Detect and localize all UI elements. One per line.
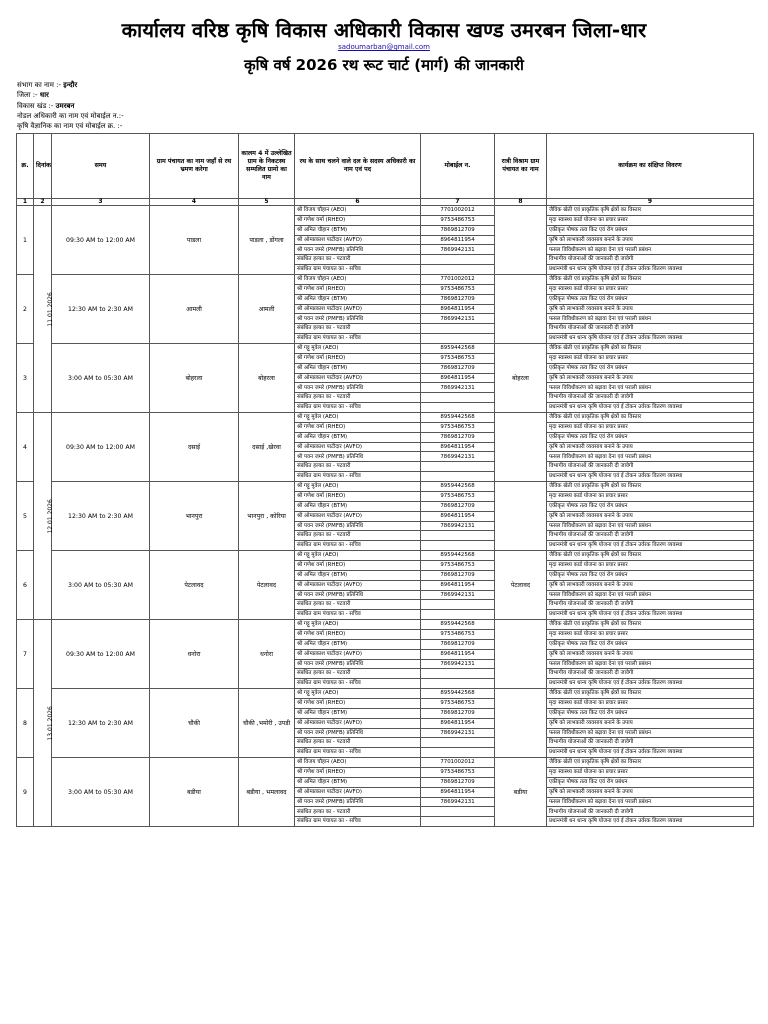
date-cell bbox=[34, 413, 52, 620]
table-row bbox=[17, 275, 754, 285]
officer-cell: श्री अमित चौहान (BTM) bbox=[295, 432, 421, 442]
column-number: 2 bbox=[34, 199, 52, 206]
mobile-cell: 7701002012 bbox=[421, 206, 495, 216]
info-line-nodal-officer: नोडल अधिकारी का नाम एवं मोबाईल न.:- bbox=[17, 111, 124, 120]
programme-cell: प्रधानमंत्री धन धान्य कृषि योजना एवं ई टोकन उर्वरक वितरण व्यवस्था bbox=[547, 334, 754, 344]
night-stay-cell bbox=[495, 275, 547, 344]
programme-cell: मृदा स्वास्थ्य कार्ड योजना का प्रचार प्रसार bbox=[547, 698, 754, 708]
programme-cell: प्रधानमंत्री धन धान्य कृषि योजना एवं ई टोकन उर्वरक वितरण व्यवस्था bbox=[547, 817, 754, 827]
programme-cell: फसल विविधीकरण को बढ़ावा देना एवं पराली प्रबंधन bbox=[547, 452, 754, 462]
officer-cell: श्री ओमप्रकाश पाटीदार (AVFO) bbox=[295, 442, 421, 452]
programme-cell: जैविक खेती एवं प्राकृतिक कृषि क्षेत्रों का विस्तार bbox=[547, 413, 754, 423]
officer-cell: श्री गणेश वर्मा (RHEO) bbox=[295, 284, 421, 294]
programme-cell: मृदा स्वास्थ्य कार्ड योजना का प्रचार प्रसार bbox=[547, 560, 754, 570]
time-cell: 09:30 AM to 12:00 AM bbox=[52, 413, 150, 482]
mobile-cell: 8959442568 bbox=[421, 413, 495, 423]
officer-cell: श्री गणेश वर्मा (RHEO) bbox=[295, 353, 421, 363]
mobile-cell: 8964811954 bbox=[421, 373, 495, 383]
programme-cell: फसल विविधीकरण को बढ़ावा देना एवं पराली प्रबंधन bbox=[547, 728, 754, 738]
officer-cell: श्री गणेश वर्मा (RHEO) bbox=[295, 698, 421, 708]
nearby-villages-cell: चौकी ,भमोरी , उपडी bbox=[239, 689, 295, 758]
time-cell: 09:30 AM to 12:00 AM bbox=[52, 620, 150, 689]
officer-cell: संबंधित ग्राम पंचायत का - सचिव bbox=[295, 748, 421, 758]
table-row bbox=[17, 620, 754, 630]
mobile-cell bbox=[421, 807, 495, 817]
mobile-cell: 8964811954 bbox=[421, 235, 495, 245]
mobile-cell bbox=[421, 679, 495, 689]
officer-cell: श्री गट्टू मुवेल (AEO) bbox=[295, 344, 421, 354]
time-cell: 3:00 AM to 05:30 AM bbox=[52, 551, 150, 620]
table-header-row bbox=[17, 134, 754, 199]
officer-cell: श्री गणेश वर्मा (RHEO) bbox=[295, 491, 421, 501]
night-stay-cell bbox=[495, 413, 547, 482]
officer-cell: श्री गणेश वर्मा (RHEO) bbox=[295, 215, 421, 225]
date-label: 11.01.2026 bbox=[46, 291, 54, 327]
time-cell: 12:30 AM to 2:30 AM bbox=[52, 275, 150, 344]
officer-cell: श्री गट्टू मुवेल (AEO) bbox=[295, 689, 421, 699]
programme-cell: प्रधानमंत्री धन धान्य कृषि योजना एवं ई टोकन उर्वरक वितरण व्यवस्था bbox=[547, 610, 754, 620]
programme-cell: मृदा स्वास्थ्य कार्ड योजना का प्रचार प्रसार bbox=[547, 353, 754, 363]
mobile-cell: 9753486753 bbox=[421, 629, 495, 639]
info-line-district: जिला :- धार bbox=[17, 91, 49, 100]
chart-subtitle: कृषि वर्ष 2026 रथ रूट चार्ट (मार्ग) की जानकारी bbox=[244, 56, 524, 74]
mobile-cell bbox=[421, 531, 495, 541]
mobile-cell: 9753486753 bbox=[421, 284, 495, 294]
programme-cell: प्रधानमंत्री धन धान्य कृषि योजना एवं ई टोकन उर्वरक वितरण व्यवस्था bbox=[547, 472, 754, 482]
officer-cell: श्री अमित चौहान (BTM) bbox=[295, 294, 421, 304]
mobile-cell: 7869942131 bbox=[421, 314, 495, 324]
date-label: 13.01.2026 bbox=[46, 705, 54, 741]
gram-panchayat-cell: चौकी bbox=[150, 689, 239, 758]
officer-cell: श्री पवन जमरे (PMFB) प्रतिनिधि bbox=[295, 383, 421, 393]
nearby-villages-cell: बडीया , भमलावद bbox=[239, 758, 295, 827]
column-number: 6 bbox=[295, 199, 421, 206]
mobile-cell: 9753486753 bbox=[421, 560, 495, 570]
officer-cell: श्री गट्टू मुवेल (AEO) bbox=[295, 413, 421, 423]
programme-cell: प्रधानमंत्री धन धान्य कृषि योजना एवं ई टोकन उर्वरक वितरण व्यवस्था bbox=[547, 265, 754, 275]
programme-cell: कृषि को लाभकारी व्यवसाय बनाने के उपाय bbox=[547, 442, 754, 452]
mobile-cell: 8964811954 bbox=[421, 787, 495, 797]
officer-cell: संबंधित ग्राम पंचायत का - सचिव bbox=[295, 679, 421, 689]
nearby-villages-cell: बोहरला bbox=[239, 344, 295, 413]
gram-panchayat-cell: भानपुरा bbox=[150, 482, 239, 551]
night-stay-cell bbox=[495, 482, 547, 551]
officer-cell: श्री पवन जमरे (PMFB) प्रतिनिधि bbox=[295, 728, 421, 738]
nearby-villages-cell: आमली bbox=[239, 275, 295, 344]
officer-cell: संबंधित हल्का का - पटवारी bbox=[295, 738, 421, 748]
officer-cell: श्री विजय चौहान (AEO) bbox=[295, 758, 421, 768]
office-title: कार्यालय वरिष्ठ कृषि विकास अधिकारी विकास खण्ड उमरबन जिला-धार bbox=[121, 18, 647, 42]
mobile-cell: 7869812709 bbox=[421, 708, 495, 718]
programme-cell: फसल विविधीकरण को बढ़ावा देना एवं पराली प्रबंधन bbox=[547, 590, 754, 600]
programme-cell: फसल विविधीकरण को बढ़ावा देना एवं पराली प्रबंधन bbox=[547, 797, 754, 807]
mobile-cell bbox=[421, 334, 495, 344]
programme-cell: मृदा स्वास्थ्य कार्ड योजना का प्रचार प्रसार bbox=[547, 422, 754, 432]
column-header: रथ के साथ चलने वाले दल के सदस्य अधिकारी का नाम एवं पद bbox=[295, 134, 421, 199]
info-block bbox=[17, 80, 124, 131]
officer-cell: संबंधित ग्राम पंचायत का - सचिव bbox=[295, 472, 421, 482]
mobile-cell: 7869942131 bbox=[421, 383, 495, 393]
officer-cell: संबंधित ग्राम पंचायत का - सचिव bbox=[295, 610, 421, 620]
officer-cell: श्री गणेश वर्मा (RHEO) bbox=[295, 767, 421, 777]
column-header: क्र. bbox=[17, 134, 34, 199]
table-row bbox=[17, 551, 754, 561]
gram-panchayat-cell: बोहरला bbox=[150, 344, 239, 413]
column-header: कार्यक्रम का संक्षिप्त विवरण bbox=[547, 134, 754, 199]
night-stay-cell: पेटलावद bbox=[495, 551, 547, 620]
mobile-cell: 7869942131 bbox=[421, 452, 495, 462]
programme-cell: विभागीय योजनाओं की जानकारी दी जावेगी bbox=[547, 807, 754, 817]
column-number: 5 bbox=[239, 199, 295, 206]
programme-cell: जैविक खेती एवं प्राकृतिक कृषि क्षेत्रों का विस्तार bbox=[547, 551, 754, 561]
mobile-cell: 8959442568 bbox=[421, 620, 495, 630]
programme-cell: विभागीय योजनाओं की जानकारी दी जावेगी bbox=[547, 255, 754, 265]
date-cell bbox=[34, 206, 52, 413]
officer-cell: श्री ओमप्रकाश पाटीदार (AVFO) bbox=[295, 235, 421, 245]
officer-cell: श्री ओमप्रकाश पाटीदार (AVFO) bbox=[295, 373, 421, 383]
serial-number-cell: 8 bbox=[17, 689, 34, 758]
programme-cell: एकीकृत पोषक तत्व किट एवं रोग प्रबंधन bbox=[547, 501, 754, 511]
mobile-cell: 8964811954 bbox=[421, 580, 495, 590]
programme-cell: जैविक खेती एवं प्राकृतिक कृषि क्षेत्रों का विस्तार bbox=[547, 758, 754, 768]
officer-cell: श्री ओमप्रकाश पाटीदार (AVFO) bbox=[295, 718, 421, 728]
officer-cell: श्री विजय चौहान (AEO) bbox=[295, 206, 421, 216]
serial-number-cell: 3 bbox=[17, 344, 34, 413]
time-cell: 09:30 AM to 12:00 AM bbox=[52, 206, 150, 275]
officer-cell: श्री अमित चौहान (BTM) bbox=[295, 708, 421, 718]
night-stay-cell bbox=[495, 689, 547, 758]
officer-cell: श्री पवन जमरे (PMFB) प्रतिनिधि bbox=[295, 314, 421, 324]
programme-cell: मृदा स्वास्थ्य कार्ड योजना का प्रचार प्रसार bbox=[547, 629, 754, 639]
mobile-cell: 7869942131 bbox=[421, 659, 495, 669]
programme-cell: कृषि को लाभकारी व्यवसाय बनाने के उपाय bbox=[547, 235, 754, 245]
officer-cell: श्री ओमप्रकाश पाटीदार (AVFO) bbox=[295, 580, 421, 590]
programme-cell: मृदा स्वास्थ्य कार्ड योजना का प्रचार प्रसार bbox=[547, 491, 754, 501]
mobile-cell bbox=[421, 472, 495, 482]
serial-number-cell: 2 bbox=[17, 275, 34, 344]
officer-cell: श्री अमित चौहान (BTM) bbox=[295, 225, 421, 235]
mobile-cell: 7869942131 bbox=[421, 797, 495, 807]
programme-cell: विभागीय योजनाओं की जानकारी दी जावेगी bbox=[547, 669, 754, 679]
gram-panchayat-cell: पाडला bbox=[150, 206, 239, 275]
officer-cell: संबंधित हल्का का - पटवारी bbox=[295, 669, 421, 679]
programme-cell: फसल विविधीकरण को बढ़ावा देना एवं पराली प्रबंधन bbox=[547, 659, 754, 669]
mobile-cell: 7869942131 bbox=[421, 245, 495, 255]
serial-number-cell: 5 bbox=[17, 482, 34, 551]
serial-number-cell: 6 bbox=[17, 551, 34, 620]
officer-cell: संबंधित ग्राम पंचायत का - सचिव bbox=[295, 541, 421, 551]
mobile-cell: 7701002012 bbox=[421, 275, 495, 285]
programme-cell: विभागीय योजनाओं की जानकारी दी जावेगी bbox=[547, 738, 754, 748]
officer-cell: श्री पवन जमरे (PMFB) प्रतिनिधि bbox=[295, 452, 421, 462]
programme-cell: जैविक खेती एवं प्राकृतिक कृषि क्षेत्रों का विस्तार bbox=[547, 206, 754, 216]
table-row bbox=[17, 482, 754, 492]
programme-cell: कृषि को लाभकारी व्यवसाय बनाने के उपाय bbox=[547, 718, 754, 728]
officer-cell: श्री अमित चौहान (BTM) bbox=[295, 639, 421, 649]
column-header: ग्राम पंचायत का नाम जहाँ से रथ भ्रमण करेगा bbox=[150, 134, 239, 199]
officer-cell: संबंधित हल्का का - पटवारी bbox=[295, 255, 421, 265]
programme-cell: मृदा स्वास्थ्य कार्ड योजना का प्रचार प्रसार bbox=[547, 215, 754, 225]
officer-cell: संबंधित हल्का का - पटवारी bbox=[295, 324, 421, 334]
night-stay-cell: बोहरला bbox=[495, 344, 547, 413]
programme-cell: कृषि को लाभकारी व्यवसाय बनाने के उपाय bbox=[547, 511, 754, 521]
officer-cell: श्री गट्टू मुवेल (AEO) bbox=[295, 551, 421, 561]
mobile-cell: 9753486753 bbox=[421, 353, 495, 363]
programme-cell: मृदा स्वास्थ्य कार्ड योजना का प्रचार प्रसार bbox=[547, 767, 754, 777]
column-header: समय bbox=[52, 134, 150, 199]
mobile-cell: 9753486753 bbox=[421, 698, 495, 708]
time-cell: 12:30 AM to 2:30 AM bbox=[52, 689, 150, 758]
mobile-cell bbox=[421, 541, 495, 551]
programme-cell: मृदा स्वास्थ्य कार्ड योजना का प्रचार प्रसार bbox=[547, 284, 754, 294]
officer-cell: श्री ओमप्रकाश पाटीदार (AVFO) bbox=[295, 649, 421, 659]
mobile-cell: 7869812709 bbox=[421, 777, 495, 787]
route-chart-table bbox=[16, 133, 754, 827]
mobile-cell: 8959442568 bbox=[421, 551, 495, 561]
programme-cell: एकीकृत पोषक तत्व किट एवं रोग प्रबंधन bbox=[547, 708, 754, 718]
mobile-cell: 8964811954 bbox=[421, 304, 495, 314]
mobile-cell bbox=[421, 393, 495, 403]
mobile-cell: 7701002012 bbox=[421, 758, 495, 768]
info-line-division: संभाग का नाम :- इन्दौर bbox=[17, 81, 78, 89]
table-row bbox=[17, 344, 754, 354]
programme-cell: विभागीय योजनाओं की जानकारी दी जावेगी bbox=[547, 393, 754, 403]
programme-cell: फसल विविधीकरण को बढ़ावा देना एवं पराली प्रबंधन bbox=[547, 245, 754, 255]
mobile-cell: 7869812709 bbox=[421, 225, 495, 235]
mobile-cell: 8964811954 bbox=[421, 649, 495, 659]
gram-panchayat-cell: बडीया bbox=[150, 758, 239, 827]
programme-cell: कृषि को लाभकारी व्यवसाय बनाने के उपाय bbox=[547, 649, 754, 659]
officer-cell: श्री अमित चौहान (BTM) bbox=[295, 570, 421, 580]
officer-cell: श्री अमित चौहान (BTM) bbox=[295, 501, 421, 511]
programme-cell: विभागीय योजनाओं की जानकारी दी जावेगी bbox=[547, 600, 754, 610]
officer-cell: श्री गट्टू मुवेल (AEO) bbox=[295, 482, 421, 492]
nearby-villages-cell: भानपुरा , कोरिया bbox=[239, 482, 295, 551]
nearby-villages-cell: पेटलावद bbox=[239, 551, 295, 620]
night-stay-cell: बडीया bbox=[495, 758, 547, 827]
mobile-cell: 7869942131 bbox=[421, 728, 495, 738]
programme-cell: जैविक खेती एवं प्राकृतिक कृषि क्षेत्रों का विस्तार bbox=[547, 620, 754, 630]
programme-cell: कृषि को लाभकारी व्यवसाय बनाने के उपाय bbox=[547, 373, 754, 383]
officer-cell: श्री पवन जमरे (PMFB) प्रतिनिधि bbox=[295, 797, 421, 807]
column-number: 3 bbox=[52, 199, 150, 206]
officer-cell: श्री ओमप्रकाश पाटीदार (AVFO) bbox=[295, 304, 421, 314]
mobile-cell bbox=[421, 324, 495, 334]
programme-cell: फसल विविधीकरण को बढ़ावा देना एवं पराली प्रबंधन bbox=[547, 314, 754, 324]
programme-cell: एकीकृत पोषक तत्व किट एवं रोग प्रबंधन bbox=[547, 225, 754, 235]
mobile-cell bbox=[421, 403, 495, 413]
officer-cell: श्री अमित चौहान (BTM) bbox=[295, 777, 421, 787]
officer-cell: संबंधित हल्का का - पटवारी bbox=[295, 462, 421, 472]
mobile-cell bbox=[421, 817, 495, 827]
officer-cell: श्री पवन जमरे (PMFB) प्रतिनिधि bbox=[295, 659, 421, 669]
officer-cell: श्री गट्टू मुवेल (AEO) bbox=[295, 620, 421, 630]
programme-cell: प्रधानमंत्री धन धान्य कृषि योजना एवं ई टोकन उर्वरक वितरण व्यवस्था bbox=[547, 541, 754, 551]
nearby-villages-cell: पाडला , डोंगला bbox=[239, 206, 295, 275]
column-header: रात्री विश्राम ग्राम पंचायत का नाम bbox=[495, 134, 547, 199]
officer-cell: श्री विजय चौहान (AEO) bbox=[295, 275, 421, 285]
mobile-cell bbox=[421, 610, 495, 620]
officer-cell: संबंधित ग्राम पंचायत का - सचिव bbox=[295, 334, 421, 344]
mobile-cell: 9753486753 bbox=[421, 767, 495, 777]
officer-cell: श्री पवन जमरे (PMFB) प्रतिनिधि bbox=[295, 590, 421, 600]
programme-cell: जैविक खेती एवं प्राकृतिक कृषि क्षेत्रों का विस्तार bbox=[547, 344, 754, 354]
nearby-villages-cell: धनोरा bbox=[239, 620, 295, 689]
programme-cell: एकीकृत पोषक तत्व किट एवं रोग प्रबंधन bbox=[547, 363, 754, 373]
column-header: कालम 4 में उल्लेखित ग्राम के निकटस्थ सम्मलित ग्रामो का नाम bbox=[239, 134, 295, 199]
mobile-cell bbox=[421, 669, 495, 679]
programme-cell: प्रधानमंत्री धन धान्य कृषि योजना एवं ई टोकन उर्वरक वितरण व्यवस्था bbox=[547, 679, 754, 689]
table-row bbox=[17, 689, 754, 699]
mobile-cell: 9753486753 bbox=[421, 215, 495, 225]
column-number: 1 bbox=[17, 199, 34, 206]
gram-panchayat-cell: दसाई bbox=[150, 413, 239, 482]
programme-cell: विभागीय योजनाओं की जानकारी दी जावेगी bbox=[547, 462, 754, 472]
night-stay-cell bbox=[495, 620, 547, 689]
mobile-cell: 8959442568 bbox=[421, 344, 495, 354]
programme-cell: जैविक खेती एवं प्राकृतिक कृषि क्षेत्रों का विस्तार bbox=[547, 275, 754, 285]
mobile-cell: 9753486753 bbox=[421, 422, 495, 432]
programme-cell: कृषि को लाभकारी व्यवसाय बनाने के उपाय bbox=[547, 304, 754, 314]
mobile-cell bbox=[421, 748, 495, 758]
officer-cell: श्री गणेश वर्मा (RHEO) bbox=[295, 560, 421, 570]
officer-cell: संबंधित हल्का का - पटवारी bbox=[295, 393, 421, 403]
mobile-cell: 8964811954 bbox=[421, 442, 495, 452]
officer-cell: श्री पवन जमरे (PMFB) प्रतिनिधि bbox=[295, 521, 421, 531]
mobile-cell: 7869942131 bbox=[421, 590, 495, 600]
programme-cell: प्रधानमंत्री धन धान्य कृषि योजना एवं ई टोकन उर्वरक वितरण व्यवस्था bbox=[547, 403, 754, 413]
mobile-cell: 7869812709 bbox=[421, 501, 495, 511]
programme-cell: कृषि को लाभकारी व्यवसाय बनाने के उपाय bbox=[547, 580, 754, 590]
officer-cell: संबंधित ग्राम पंचायत का - सचिव bbox=[295, 403, 421, 413]
officer-cell: संबंधित ग्राम पंचायत का - सचिव bbox=[295, 817, 421, 827]
officer-cell: श्री गणेश वर्मा (RHEO) bbox=[295, 422, 421, 432]
serial-number-cell: 4 bbox=[17, 413, 34, 482]
programme-cell: कृषि को लाभकारी व्यवसाय बनाने के उपाय bbox=[547, 787, 754, 797]
programme-cell: एकीकृत पोषक तत्व किट एवं रोग प्रबंधन bbox=[547, 294, 754, 304]
mobile-cell: 8964811954 bbox=[421, 511, 495, 521]
table-body bbox=[17, 206, 754, 827]
mobile-cell: 7869812709 bbox=[421, 639, 495, 649]
mobile-cell: 8959442568 bbox=[421, 689, 495, 699]
mobile-cell: 7869812709 bbox=[421, 432, 495, 442]
table-row bbox=[17, 206, 754, 216]
serial-number-cell: 1 bbox=[17, 206, 34, 275]
mobile-cell: 7869942131 bbox=[421, 521, 495, 531]
officer-cell: संबंधित हल्का का - पटवारी bbox=[295, 807, 421, 817]
time-cell: 3:00 AM to 05:30 AM bbox=[52, 344, 150, 413]
column-number: 8 bbox=[495, 199, 547, 206]
mobile-cell: 8964811954 bbox=[421, 718, 495, 728]
mobile-cell: 7869812709 bbox=[421, 294, 495, 304]
programme-cell: एकीकृत पोषक तत्व किट एवं रोग प्रबंधन bbox=[547, 777, 754, 787]
mobile-cell: 8959442568 bbox=[421, 482, 495, 492]
info-line-block: विकास खंड :- उमरबन bbox=[17, 101, 75, 110]
programme-cell: एकीकृत पोषक तत्व किट एवं रोग प्रबंधन bbox=[547, 570, 754, 580]
serial-number-cell: 9 bbox=[17, 758, 34, 827]
gram-panchayat-cell: पेटलावद bbox=[150, 551, 239, 620]
night-stay-cell bbox=[495, 206, 547, 275]
gram-panchayat-cell: धनोरा bbox=[150, 620, 239, 689]
officer-cell: श्री ओमप्रकाश पाटीदार (AVFO) bbox=[295, 787, 421, 797]
time-cell: 3:00 AM to 05:30 AM bbox=[52, 758, 150, 827]
serial-number-cell: 7 bbox=[17, 620, 34, 689]
mobile-cell bbox=[421, 738, 495, 748]
programme-cell: जैविक खेती एवं प्राकृतिक कृषि क्षेत्रों का विस्तार bbox=[547, 689, 754, 699]
mobile-cell bbox=[421, 600, 495, 610]
programme-cell: प्रधानमंत्री धन धान्य कृषि योजना एवं ई टोकन उर्वरक वितरण व्यवस्था bbox=[547, 748, 754, 758]
table-row bbox=[17, 758, 754, 768]
table-row bbox=[17, 413, 754, 423]
column-number: 9 bbox=[547, 199, 754, 206]
office-email-link[interactable]: sadoumarban@gmail.com bbox=[338, 43, 430, 51]
mobile-cell bbox=[421, 255, 495, 265]
column-number: 4 bbox=[150, 199, 239, 206]
column-header: मोबाईल न. bbox=[421, 134, 495, 199]
date-cell bbox=[34, 620, 52, 827]
officer-cell: श्री ओमप्रकाश पाटीदार (AVFO) bbox=[295, 511, 421, 521]
programme-cell: विभागीय योजनाओं की जानकारी दी जावेगी bbox=[547, 531, 754, 541]
time-cell: 12:30 AM to 2:30 AM bbox=[52, 482, 150, 551]
mobile-cell: 7869812709 bbox=[421, 570, 495, 580]
programme-cell: एकीकृत पोषक तत्व किट एवं रोग प्रबंधन bbox=[547, 432, 754, 442]
mobile-cell: 9753486753 bbox=[421, 491, 495, 501]
mobile-cell: 7869812709 bbox=[421, 363, 495, 373]
column-number-row bbox=[17, 199, 754, 206]
mobile-cell bbox=[421, 462, 495, 472]
officer-cell: संबंधित हल्का का - पटवारी bbox=[295, 531, 421, 541]
programme-cell: फसल विविधीकरण को बढ़ावा देना एवं पराली प्रबंधन bbox=[547, 383, 754, 393]
info-line-scientist: कृषि वैज्ञानिक का नाम एवं मोबाईल क्र. :- bbox=[17, 122, 123, 131]
column-number: 7 bbox=[421, 199, 495, 206]
officer-cell: संबंधित ग्राम पंचायत का - सचिव bbox=[295, 265, 421, 275]
programme-cell: एकीकृत पोषक तत्व किट एवं रोग प्रबंधन bbox=[547, 639, 754, 649]
date-label: 12.01.2026 bbox=[46, 498, 54, 534]
programme-cell: फसल विविधीकरण को बढ़ावा देना एवं पराली प्रबंधन bbox=[547, 521, 754, 531]
programme-cell: विभागीय योजनाओं की जानकारी दी जावेगी bbox=[547, 324, 754, 334]
programme-cell: जैविक खेती एवं प्राकृतिक कृषि क्षेत्रों का विस्तार bbox=[547, 482, 754, 492]
officer-cell: संबंधित हल्का का - पटवारी bbox=[295, 600, 421, 610]
mobile-cell bbox=[421, 265, 495, 275]
officer-cell: श्री अमित चौहान (BTM) bbox=[295, 363, 421, 373]
officer-cell: श्री गणेश वर्मा (RHEO) bbox=[295, 629, 421, 639]
nearby-villages-cell: दसाई ,खेरवा bbox=[239, 413, 295, 482]
column-header: दिनांक bbox=[34, 134, 52, 199]
officer-cell: श्री पवन जमरे (PMFB) प्रतिनिधि bbox=[295, 245, 421, 255]
gram-panchayat-cell: आमली bbox=[150, 275, 239, 344]
